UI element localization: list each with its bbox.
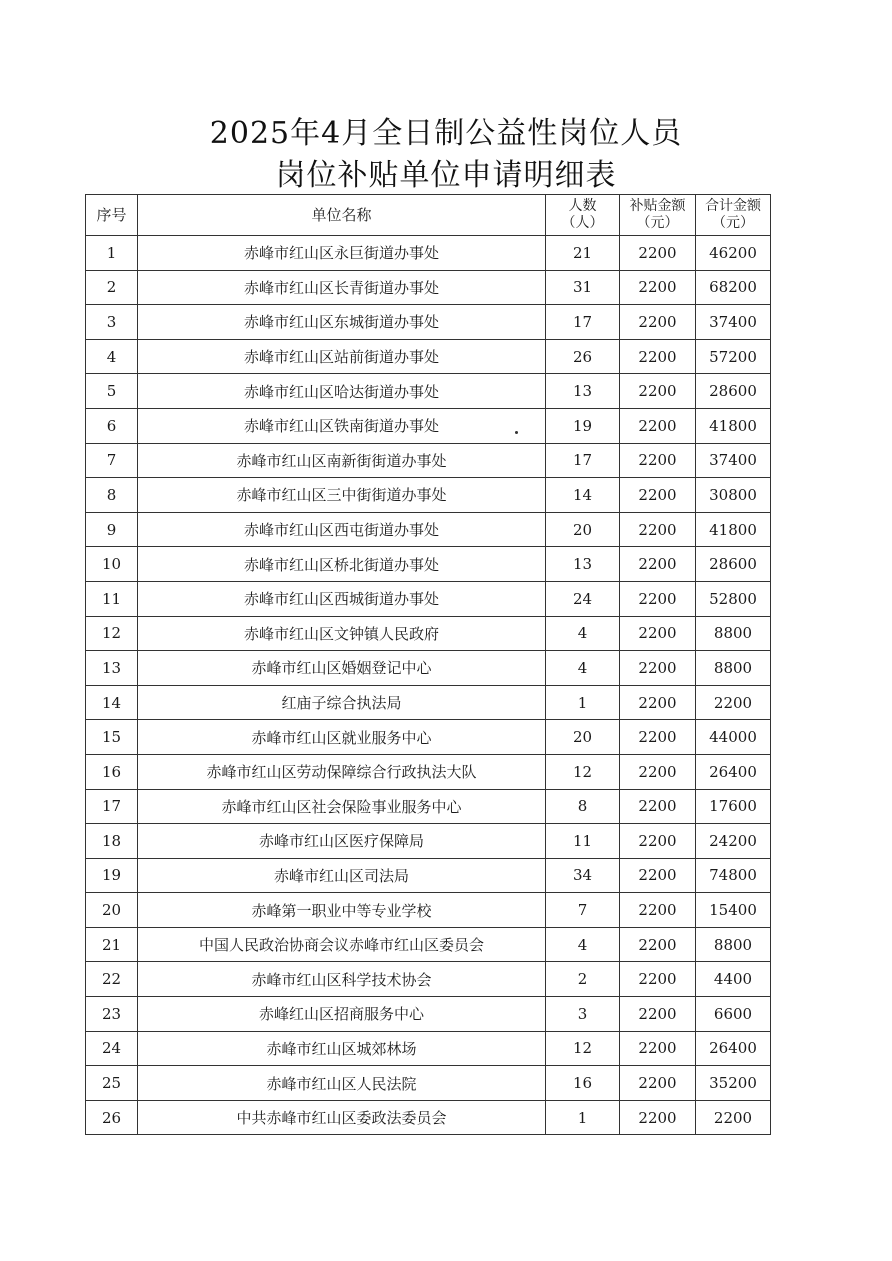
table-row	[86, 789, 771, 824]
header-subsidy-line2: （元）	[636, 215, 679, 231]
header-no: 序号	[86, 195, 138, 236]
header-subsidy-line1: 补贴金额	[629, 198, 686, 214]
cell-count: 4	[546, 651, 620, 686]
cell-count: 21	[546, 236, 620, 271]
cell-count: 2	[546, 962, 620, 997]
cell-subsidy: 2200	[620, 512, 696, 547]
cell-subsidy: 2200	[620, 651, 696, 686]
cell-unit-name: 赤峰市红山区铁南街道办事处	[138, 408, 546, 443]
cell-count: 20	[546, 512, 620, 547]
header-count-line2: （人）	[561, 215, 604, 231]
cell-no: 12	[86, 616, 138, 651]
cell-count: 24	[546, 581, 620, 616]
cell-subsidy: 2200	[620, 581, 696, 616]
header-total	[696, 195, 771, 236]
cell-no: 23	[86, 997, 138, 1032]
cell-total: 46200	[696, 236, 771, 271]
cell-count: 3	[546, 997, 620, 1032]
header-name: 单位名称	[138, 195, 546, 236]
cell-total: 37400	[696, 305, 771, 340]
cell-subsidy: 2200	[620, 824, 696, 859]
cell-no: 10	[86, 547, 138, 582]
cell-unit-name: 赤峰市红山区劳动保障综合行政执法大队	[138, 754, 546, 789]
cell-unit-name: 赤峰市红山区社会保险事业服务中心	[138, 789, 546, 824]
cell-unit-name: 赤峰市红山区站前街道办事处	[138, 339, 546, 374]
cell-no: 4	[86, 339, 138, 374]
cell-unit-name: 红庙子综合执法局	[138, 685, 546, 720]
cell-no: 5	[86, 374, 138, 409]
table-row	[86, 1066, 771, 1101]
cell-subsidy: 2200	[620, 547, 696, 582]
table-row	[86, 408, 771, 443]
cell-no: 16	[86, 754, 138, 789]
cell-total: 26400	[696, 1031, 771, 1066]
table-row	[86, 270, 771, 305]
cell-count: 11	[546, 824, 620, 859]
cell-no: 13	[86, 651, 138, 686]
cell-total: 52800	[696, 581, 771, 616]
cell-no: 26	[86, 1100, 138, 1135]
scan-speck	[515, 431, 518, 434]
cell-no: 7	[86, 443, 138, 478]
cell-total: 15400	[696, 893, 771, 928]
cell-total: 74800	[696, 858, 771, 893]
table-row	[86, 581, 771, 616]
cell-no: 3	[86, 305, 138, 340]
table-row	[86, 720, 771, 755]
header-total-line2: （元）	[712, 215, 754, 231]
table-row	[86, 443, 771, 478]
table-row	[86, 339, 771, 374]
cell-total: 37400	[696, 443, 771, 478]
cell-no: 6	[86, 408, 138, 443]
cell-subsidy: 2200	[620, 1066, 696, 1101]
cell-count: 1	[546, 1100, 620, 1135]
cell-total: 24200	[696, 824, 771, 859]
cell-subsidy: 2200	[620, 997, 696, 1032]
cell-subsidy: 2200	[620, 270, 696, 305]
cell-count: 34	[546, 858, 620, 893]
cell-unit-name: 赤峰市红山区城郊林场	[138, 1031, 546, 1066]
cell-unit-name: 赤峰市红山区东城街道办事处	[138, 305, 546, 340]
cell-unit-name: 中共赤峰市红山区委政法委员会	[138, 1100, 546, 1135]
table-row	[86, 1100, 771, 1135]
cell-unit-name: 中国人民政治协商会议赤峰市红山区委员会	[138, 927, 546, 962]
table-row	[86, 651, 771, 686]
cell-total: 6600	[696, 997, 771, 1032]
cell-subsidy: 2200	[620, 858, 696, 893]
cell-count: 26	[546, 339, 620, 374]
document-title-line1: 2025年4月全日制公益性岗位人员	[209, 116, 683, 151]
cell-count: 16	[546, 1066, 620, 1101]
cell-total: 28600	[696, 374, 771, 409]
cell-no: 22	[86, 962, 138, 997]
cell-unit-name: 赤峰市红山区医疗保障局	[138, 824, 546, 859]
cell-total: 30800	[696, 478, 771, 513]
cell-total: 8800	[696, 651, 771, 686]
cell-unit-name: 赤峰市红山区就业服务中心	[138, 720, 546, 755]
cell-unit-name: 赤峰市红山区西屯街道办事处	[138, 512, 546, 547]
cell-unit-name: 赤峰市红山区文钟镇人民政府	[138, 616, 546, 651]
cell-unit-name: 赤峰市红山区西城街道办事处	[138, 581, 546, 616]
cell-subsidy: 2200	[620, 374, 696, 409]
cell-count: 31	[546, 270, 620, 305]
cell-total: 2200	[696, 1100, 771, 1135]
cell-subsidy: 2200	[620, 443, 696, 478]
header-count-line1: 人数	[568, 198, 597, 214]
table-row	[86, 685, 771, 720]
cell-no: 8	[86, 478, 138, 513]
cell-total: 41800	[696, 408, 771, 443]
cell-count: 14	[546, 478, 620, 513]
cell-count: 4	[546, 927, 620, 962]
cell-subsidy: 2200	[620, 789, 696, 824]
cell-total: 28600	[696, 547, 771, 582]
cell-no: 25	[86, 1066, 138, 1101]
cell-unit-name: 赤峰市红山区婚姻登记中心	[138, 651, 546, 686]
cell-no: 14	[86, 685, 138, 720]
cell-unit-name: 赤峰市红山区长青街道办事处	[138, 270, 546, 305]
cell-unit-name: 赤峰市红山区科学技术协会	[138, 962, 546, 997]
cell-subsidy: 2200	[620, 720, 696, 755]
cell-count: 8	[546, 789, 620, 824]
cell-no: 24	[86, 1031, 138, 1066]
cell-count: 19	[546, 408, 620, 443]
cell-no: 17	[86, 789, 138, 824]
cell-total: 57200	[696, 339, 771, 374]
cell-count: 1	[546, 685, 620, 720]
cell-no: 1	[86, 236, 138, 271]
table-body	[86, 236, 771, 1135]
cell-count: 17	[546, 443, 620, 478]
table-row	[86, 616, 771, 651]
header-count	[546, 195, 620, 236]
cell-no: 9	[86, 512, 138, 547]
table-row	[86, 374, 771, 409]
subsidy-table	[85, 194, 771, 1135]
cell-unit-name: 赤峰市红山区桥北街道办事处	[138, 547, 546, 582]
table-row	[86, 893, 771, 928]
table-row	[86, 824, 771, 859]
cell-subsidy: 2200	[620, 927, 696, 962]
cell-subsidy: 2200	[620, 478, 696, 513]
cell-total: 4400	[696, 962, 771, 997]
cell-subsidy: 2200	[620, 962, 696, 997]
table-row	[86, 962, 771, 997]
cell-no: 19	[86, 858, 138, 893]
table-row	[86, 236, 771, 271]
cell-no: 18	[86, 824, 138, 859]
cell-count: 13	[546, 547, 620, 582]
table-row	[86, 927, 771, 962]
cell-total: 2200	[696, 685, 771, 720]
document-title-line2: 岗位补贴单位申请明细表	[275, 158, 617, 193]
cell-count: 7	[546, 893, 620, 928]
header-row	[86, 195, 771, 236]
cell-total: 68200	[696, 270, 771, 305]
cell-subsidy: 2200	[620, 616, 696, 651]
cell-total: 8800	[696, 616, 771, 651]
cell-count: 17	[546, 305, 620, 340]
cell-unit-name: 赤峰市红山区南新街街道办事处	[138, 443, 546, 478]
cell-total: 35200	[696, 1066, 771, 1101]
cell-count: 20	[546, 720, 620, 755]
cell-total: 41800	[696, 512, 771, 547]
table-row	[86, 754, 771, 789]
cell-unit-name: 赤峰第一职业中等专业学校	[138, 893, 546, 928]
cell-no: 11	[86, 581, 138, 616]
table-row	[86, 997, 771, 1032]
cell-total: 8800	[696, 927, 771, 962]
cell-unit-name: 赤峰市红山区哈达街道办事处	[138, 374, 546, 409]
cell-unit-name: 赤峰市红山区三中街街道办事处	[138, 478, 546, 513]
table-row	[86, 512, 771, 547]
cell-count: 4	[546, 616, 620, 651]
cell-no: 20	[86, 893, 138, 928]
header-total-line1: 合计金额	[705, 198, 761, 214]
cell-subsidy: 2200	[620, 893, 696, 928]
header-subsidy	[620, 195, 696, 236]
table-header	[86, 195, 771, 236]
cell-subsidy: 2200	[620, 236, 696, 271]
cell-no: 15	[86, 720, 138, 755]
table-row	[86, 547, 771, 582]
table-row	[86, 478, 771, 513]
cell-count: 12	[546, 754, 620, 789]
cell-count: 13	[546, 374, 620, 409]
table-row	[86, 1031, 771, 1066]
cell-no: 21	[86, 927, 138, 962]
cell-subsidy: 2200	[620, 305, 696, 340]
cell-subsidy: 2200	[620, 339, 696, 374]
cell-unit-name: 赤峰市红山区永巨街道办事处	[138, 236, 546, 271]
table-row	[86, 858, 771, 893]
cell-subsidy: 2200	[620, 1100, 696, 1135]
cell-total: 44000	[696, 720, 771, 755]
cell-total: 17600	[696, 789, 771, 824]
table-row	[86, 305, 771, 340]
cell-no: 2	[86, 270, 138, 305]
cell-subsidy: 2200	[620, 685, 696, 720]
cell-count: 12	[546, 1031, 620, 1066]
cell-subsidy: 2200	[620, 408, 696, 443]
cell-unit-name: 赤峰市红山区人民法院	[138, 1066, 546, 1101]
cell-subsidy: 2200	[620, 1031, 696, 1066]
cell-unit-name: 赤峰红山区招商服务中心	[138, 997, 546, 1032]
cell-subsidy: 2200	[620, 754, 696, 789]
cell-unit-name: 赤峰市红山区司法局	[138, 858, 546, 893]
cell-total: 26400	[696, 754, 771, 789]
